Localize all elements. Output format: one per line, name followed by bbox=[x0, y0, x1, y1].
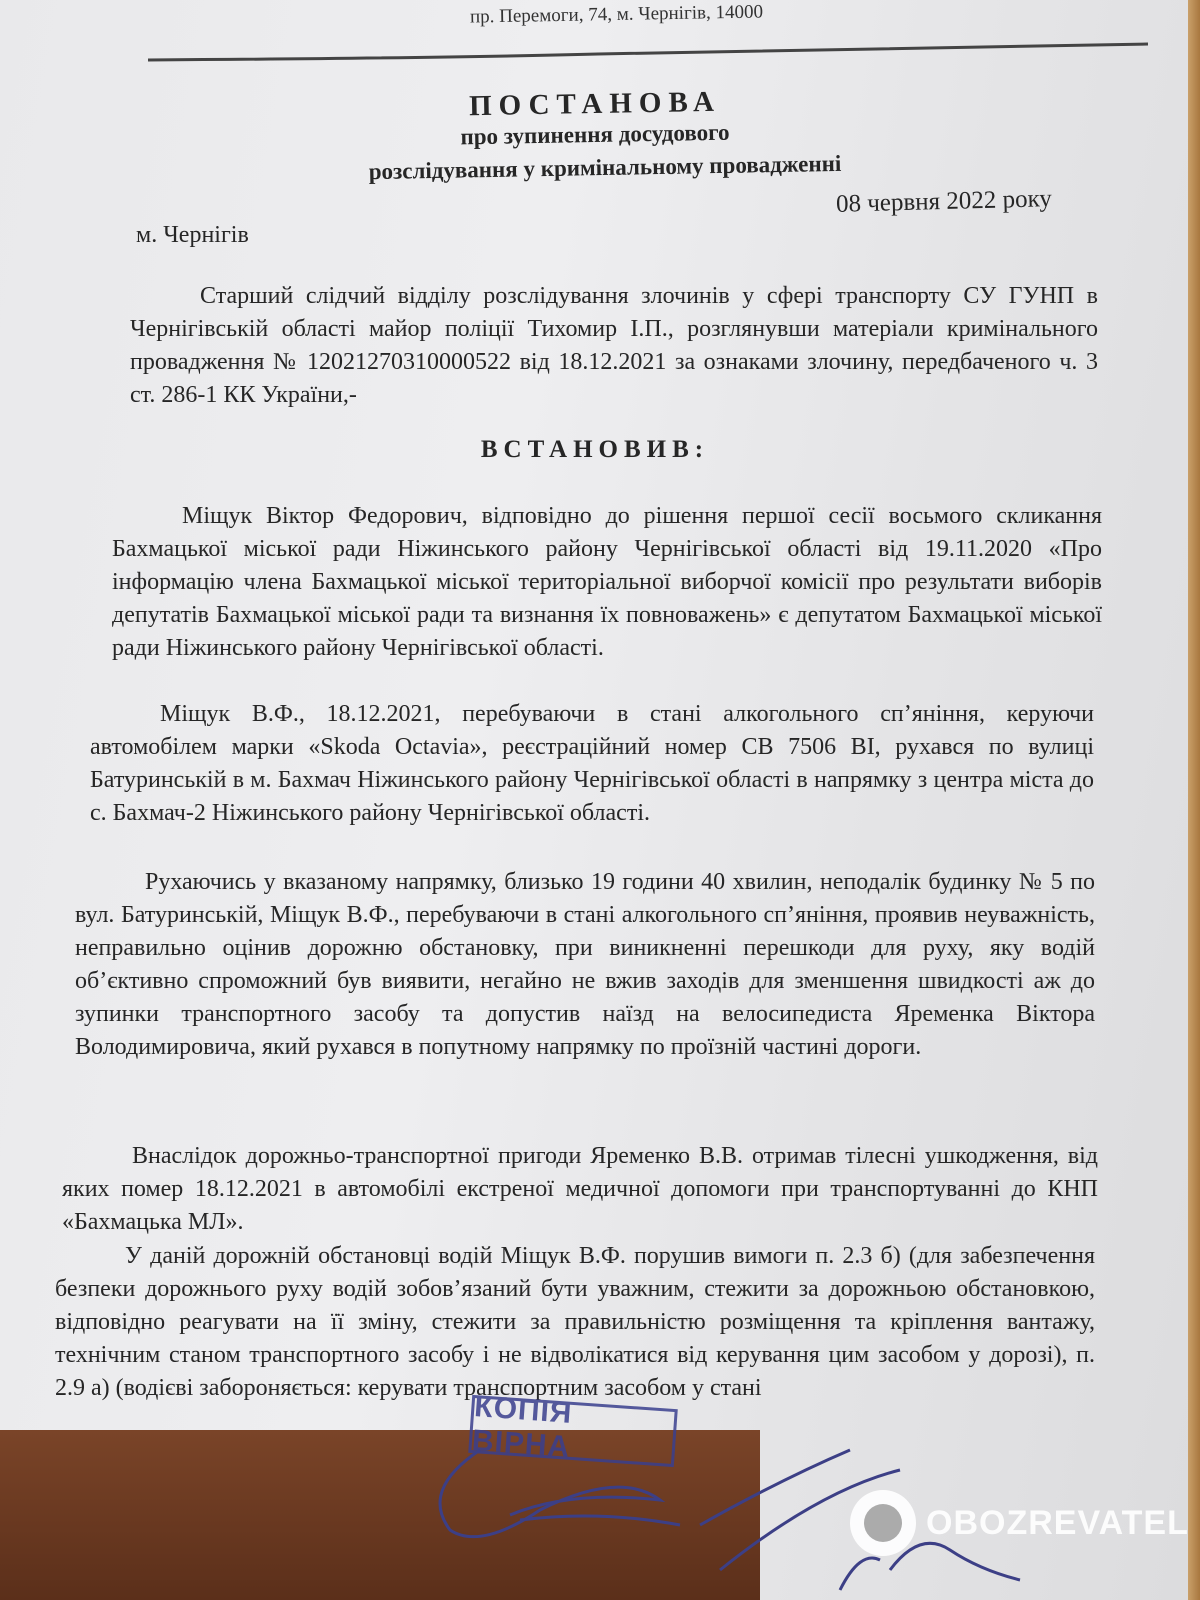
intro-text: Старший слідчий відділу розслідування злочинів у сфері транспорту СУ ГУНП в Чернігівській області майор поліції Тихомир І.П., розглянувши матеріали кримінального провадження № 12021270310000522 від 18.12.2021 за ознаками злочину, передбаченого ч. 3 ст. 286-1 КК України,- bbox=[130, 283, 1098, 408]
letterhead-rule bbox=[148, 42, 1148, 62]
obozrevatel-watermark bbox=[850, 1490, 1189, 1556]
body-paragraph-2 bbox=[90, 698, 1094, 830]
body-paragraph-4 bbox=[62, 1140, 1098, 1239]
paragraph-text: Рухаючись у вказаному напрямку, близько 19 години 40 хвилин, неподалік будинку № 5 по вул. Батуринській, Міщук В.Ф., перебуваючи в стані алкогольного сп’яніння, проявив неуважність, неправильно оцінив дорожню обстановку, при виникненні перешкоди для руху, яку водій об’єктивно спроможний був виявити, негайно не вжив заходів для зменшення швидкості аж до зупинки транспортного засобу та допустив наїзд на велосипедиста Яременка Віктора Володимировича, який рухався в попутному напрямку по проїзній частині дороги. bbox=[75, 869, 1095, 1060]
document-subtitle-line1: про зупинення досудового bbox=[460, 119, 730, 150]
body-paragraph-3 bbox=[75, 866, 1095, 1064]
document-title: ПОСТАНОВА bbox=[468, 85, 722, 123]
body-paragraph-5 bbox=[55, 1240, 1095, 1405]
paragraph-text: Міщук В.Ф., 18.12.2021, перебуваючи в стані алкогольного сп’яніння, керуючи автомобілем марки «Skoda Octavia», реєстраційний номер СВ 7506 ВІ, рухався по вулиці Батуринській в м. Бахмач Ніжинського району Чернігівської області в напрямку з центра міста до с. Бахмач-2 Ніжинського району Чернігівської області. bbox=[90, 701, 1094, 826]
established-heading: ВСТАНОВИВ: bbox=[480, 436, 710, 463]
document-date: 08 червня 2022 року bbox=[835, 185, 1053, 218]
paragraph-text: Міщук Віктор Федорович, відповідно до рішення першої сесії восьмого скликання Бахмацької міської ради Ніжинського району Чернігівської області від 19.11.2020 «Про інформацію члена Бахмацької міської територіальної виборчої комісії про результати виборів депутатів Бахмацької міської ради та визнання їх повноважень» є депутатом Бахмацької міської ради Ніжинського району Чернігівської області. bbox=[112, 503, 1102, 661]
document-subtitle-line2: розслідування у кримінальному провадженні bbox=[368, 150, 842, 185]
letterhead-address: пр. Перемоги, 74, м. Чернігів, 14000 bbox=[469, 1, 764, 28]
table-edge bbox=[1188, 0, 1200, 1600]
globe-logo-icon bbox=[850, 1490, 916, 1556]
paragraph-text: У даній дорожній обстановці водій Міщук В.Ф. порушив вимоги п. 2.3 б) (для забезпечення безпеки дорожнього руху водій зобов’язаний бути уважним, стежити за дорожньою обстановкою, відповідно реагувати на її зміну, стежити за правильністю розміщення та кріплення вантажу, технічним станом транспортного засобу і не відволікатися від керування цим засобом у дорозі), п. 2.9 а) (водієві забороняється: керувати транспортним засобом у стані bbox=[55, 1243, 1095, 1401]
body-paragraph-1 bbox=[112, 500, 1102, 665]
certified-copy-stamp: КОПІЯ ВІРНА bbox=[468, 1395, 678, 1467]
document-city: м. Чернігів bbox=[136, 222, 249, 248]
watermark-brand: OBOZREVATEL bbox=[926, 1503, 1189, 1542]
intro-paragraph bbox=[130, 280, 1098, 412]
paragraph-text: Внаслідок дорожньо-транспортної пригоди Яременко В.В. отримав тілесні ушкодження, від яких помер 18.12.2021 в автомобілі екстреної медичної допомоги при транспортуванні до КНП «Бахмацька МЛ». bbox=[62, 1143, 1098, 1235]
